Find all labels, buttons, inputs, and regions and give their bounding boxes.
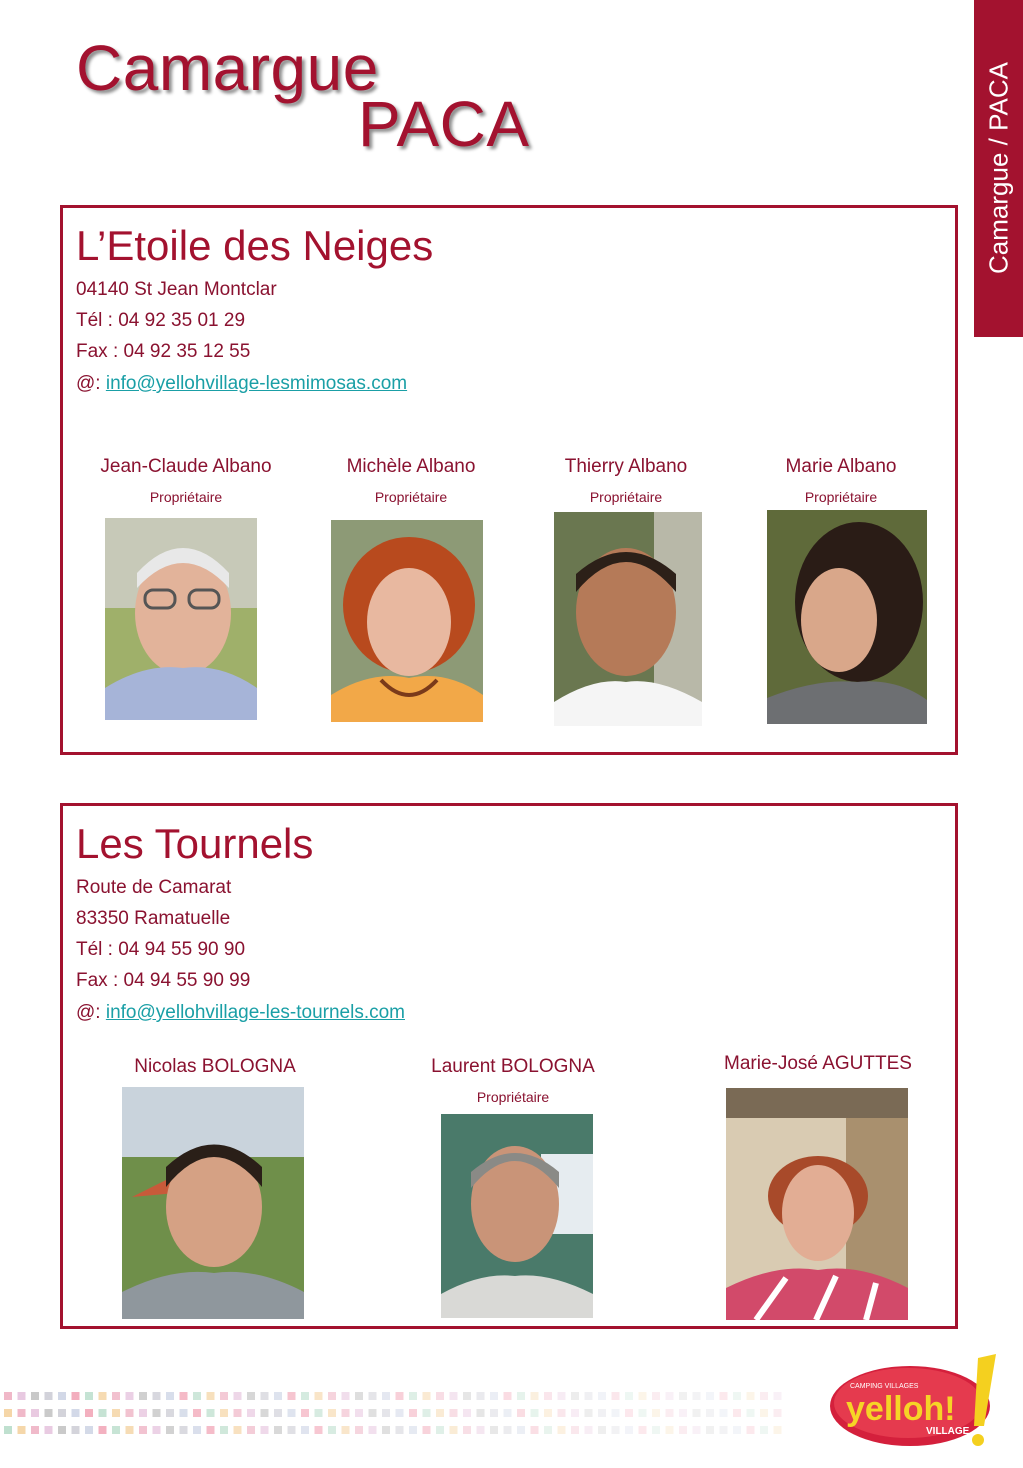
footer-dots-decoration <box>0 1390 800 1445</box>
page-title-line1: Camargue <box>76 32 379 104</box>
person-name: Marie Albano <box>785 456 897 477</box>
venue-address: Route de Camarat <box>76 877 232 898</box>
side-tab <box>974 0 1023 337</box>
person-card <box>313 456 509 505</box>
person-name: Nicolas BOLOGNA <box>134 1056 296 1077</box>
person-name: Michèle Albano <box>346 456 476 477</box>
venue-fax: Fax : 04 94 55 90 99 <box>76 970 251 991</box>
venue-address: 04140 St Jean Montclar <box>76 279 277 300</box>
venue-name: L’Etoile des Neiges <box>76 222 434 269</box>
portrait-photo <box>105 518 257 720</box>
person-card <box>743 456 939 505</box>
venue-card-etoile-des-neiges <box>60 205 958 755</box>
venue-email-row <box>76 373 407 395</box>
person-card <box>703 1053 933 1075</box>
person-role: Propriétaire <box>589 489 663 505</box>
person-role: Propriétaire <box>476 1089 550 1105</box>
portrait-photo <box>726 1088 908 1320</box>
email-link[interactable]: info@yellohvillage-lesmimosas.com <box>105 373 408 394</box>
venue-fax: Fax : 04 92 35 12 55 <box>76 341 251 362</box>
svg-text:yelloh!: yelloh! <box>846 1390 956 1428</box>
person-name: Thierry Albano <box>564 456 688 477</box>
venue-email-row <box>76 1002 405 1024</box>
portrait-photo <box>767 510 927 724</box>
venue-phone: Tél : 04 92 35 01 29 <box>76 310 246 331</box>
person-name: Marie-José AGUTTES <box>724 1053 912 1074</box>
email-prefix: @: <box>76 1002 106 1023</box>
person-name: Jean-Claude Albano <box>100 456 272 477</box>
person-role: Propriétaire <box>804 489 878 505</box>
person-card <box>413 1056 613 1105</box>
yelloh-village-logo <box>828 1350 1008 1450</box>
venue-phone: Tél : 04 94 55 90 90 <box>76 939 246 960</box>
venue-address: 83350 Ramatuelle <box>76 908 231 929</box>
portrait-photo <box>554 512 702 726</box>
email-prefix: @: <box>76 373 106 394</box>
svg-text:CAMPING VILLAGES: CAMPING VILLAGES <box>850 1383 919 1390</box>
page-title-line2: PACA <box>358 88 530 160</box>
email-link[interactable]: info@yellohvillage-les-tournels.com <box>105 1002 405 1023</box>
portrait-photo <box>331 520 483 722</box>
person-role: Propriétaire <box>149 489 223 505</box>
person-card <box>83 456 289 505</box>
person-card <box>115 1056 315 1078</box>
portrait-photo <box>122 1087 304 1319</box>
svg-text:VILLAGE: VILLAGE <box>926 1426 970 1437</box>
venue-name: Les Tournels <box>76 820 314 867</box>
person-card <box>528 456 724 505</box>
venue-card-les-tournels <box>60 803 958 1329</box>
side-tab-label: Camargue / PACA <box>983 62 1013 274</box>
portrait-photo <box>441 1114 593 1318</box>
person-name: Laurent BOLOGNA <box>431 1056 595 1077</box>
person-role: Propriétaire <box>374 489 448 505</box>
